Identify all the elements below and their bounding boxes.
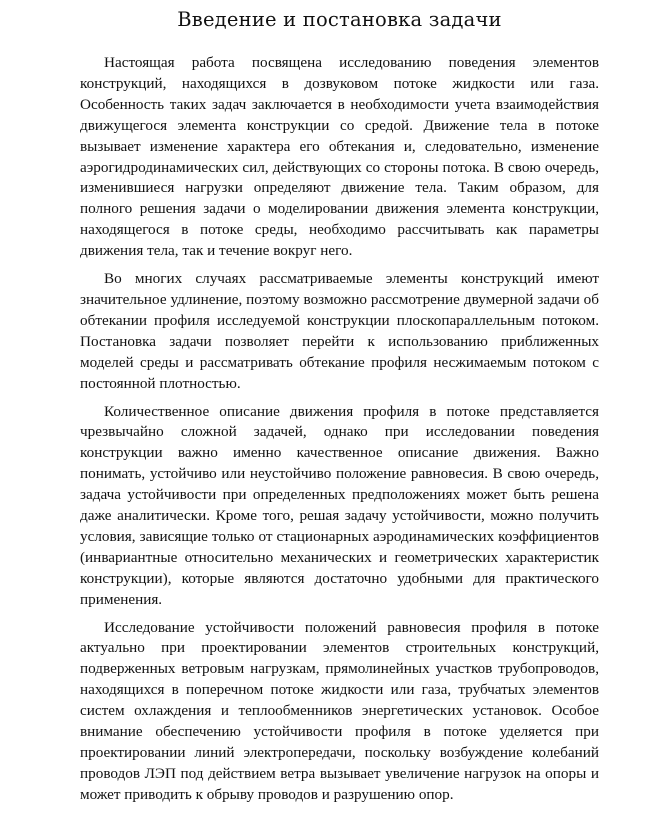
document-page [80, 6, 599, 813]
paragraph-1: Настоящая работа посвящена исследованию поведения элементов конструкций, находящихся в дозвуковом потоке жидкости или газа. Особенность таких задач заключается в необходимости учета взаимодействия движущегося элемента конструкции со средой. Движение тела в потоке вызывает изменение характера его обтекания и, следовательно, изменение аэрогидродинамических сил, действующих со стороны потока. В свою очередь, изменившиеся нагрузки определяют движение тела. Таким образом, для полного решения задачи о моделировании движения элемента конструкции, находящегося в потоке среды, необходимо рассчитывать как параметры движения тела, так и течение вокруг него. [80, 54, 599, 260]
section-title: Введение и постановка задачи [177, 8, 502, 31]
paragraph-3: Количественное описание движения профиля в потоке представляется чрезвычайно сложной задачей, однако при исследовании поведения конструкции важно именно качественное описание движения. Важно понимать, устойчиво или неустойчиво положение равновесия. В свою очередь, задача устойчивости при определенных предположениях может быть решена даже аналитически. Кроме того, решая задачу устойчивости, можно получить условия, зависящие только от стационарных аэродинамических коэффициентов (инвариантные относительно механических и геометрических характеристик конструкции), которые являются достаточно удобными для практического применения. [80, 402, 599, 608]
paragraph-4: Исследование устойчивости положений равновесия профиля в потоке актуально при проектировании элементов строительных конструкций, подверженных ветровым нагрузкам, прямолинейных участков трубопроводов, находящихся в поперечном потоке жидкости или газа, трубчатых элементов систем охлаждения и теплообменников энергетических установок. Особое внимание обеспечению устойчивости профиля в потоке уделяется при проектировании линий электропередачи, поскольку возбуждение колебаний проводов ЛЭП под действием ветра вызывает увеличение нагрузок на опоры и может приводить к обрыву проводов и разрушению опор. [80, 618, 599, 803]
paragraph-2: Во многих случаях рассматриваемые элементы конструкций имеют значительное удлинение, поэтому возможно рассмотрение двумерной задачи об обтекании профиля исследуемой конструкции плоскопараллельным потоком. Постановка задачи позволяет перейти к использованию приближенных моделей среды и рассматривать обтекание профиля несжимаемым потоком с постоянной плотностью. [80, 270, 599, 392]
